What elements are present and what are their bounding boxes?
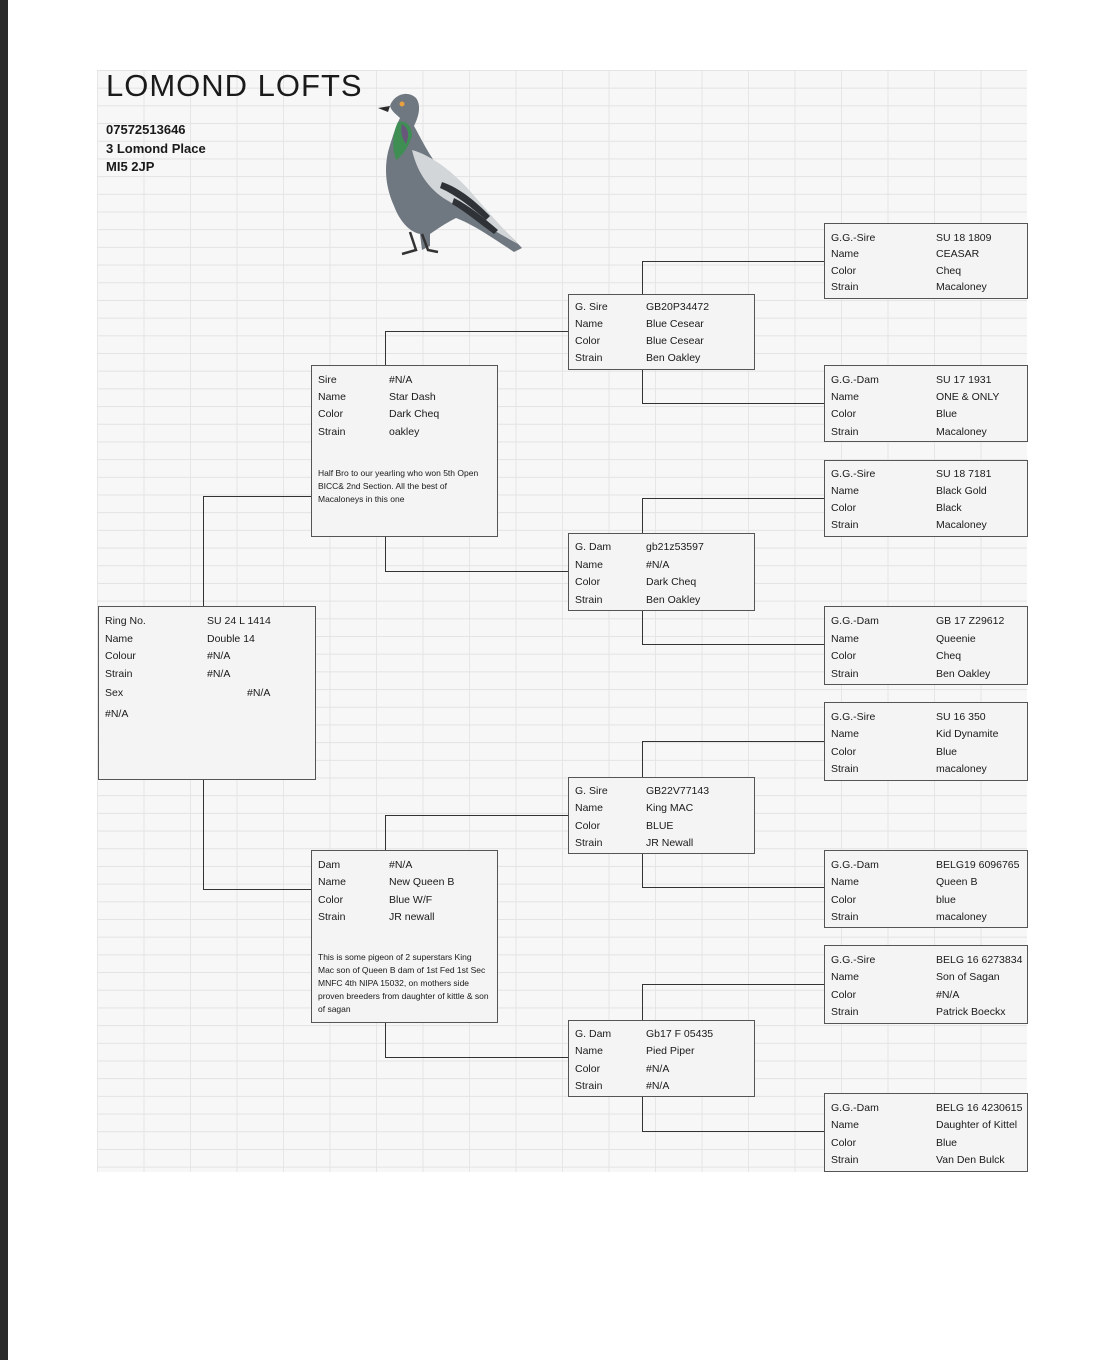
connector-line <box>642 1131 824 1132</box>
field-value: #N/A <box>936 989 960 1001</box>
field-label: G.G.-Dam <box>831 374 879 386</box>
field-label: Color <box>831 650 857 662</box>
connector-line <box>385 571 568 572</box>
field-label: Strain <box>831 426 859 438</box>
field-value: SU 16 350 <box>936 711 986 723</box>
field-label: Color <box>831 265 857 277</box>
field-label: Strain <box>318 426 346 438</box>
page-title: LOMOND LOFTS <box>106 68 363 103</box>
sire-id-row <box>312 372 497 389</box>
field-label: Color <box>831 408 857 420</box>
subject-colour-row <box>99 648 315 665</box>
card-row <box>825 406 1027 423</box>
field-value: #N/A <box>105 708 129 720</box>
field-value: Daughter of Kittel <box>936 1119 1018 1131</box>
field-value: oakley <box>389 426 420 438</box>
field-label: G. Sire <box>575 785 608 797</box>
connector-line <box>642 369 643 404</box>
card-row <box>825 246 1027 263</box>
field-label: Strain <box>105 668 133 680</box>
card-row <box>569 574 754 591</box>
field-value: Pied Piper <box>646 1045 695 1057</box>
subject-strain-row <box>99 666 315 683</box>
field-label: Sex <box>105 687 124 699</box>
field-label: Color <box>318 408 344 420</box>
connector-line <box>642 610 643 645</box>
field-label: Name <box>831 485 860 497</box>
field-value: #N/A <box>646 1063 670 1075</box>
field-value: #N/A <box>646 1080 670 1092</box>
field-label: Name <box>575 318 604 330</box>
field-label: G. Sire <box>575 301 608 313</box>
field-value: Star Dash <box>389 391 436 403</box>
great-grand-sire-card <box>824 945 1028 1024</box>
field-value: Blue Cesear <box>646 335 704 347</box>
connector-line <box>385 1023 386 1058</box>
field-value: #N/A <box>389 859 413 871</box>
card-row <box>825 424 1027 441</box>
card-row <box>825 466 1027 483</box>
card-row <box>825 726 1027 743</box>
connector-line <box>642 853 643 888</box>
card-row <box>825 1004 1027 1021</box>
field-label: Color <box>575 576 601 588</box>
field-value: JR newall <box>389 911 435 923</box>
connector-line <box>642 741 643 777</box>
field-value: Double 14 <box>207 633 255 645</box>
field-value: SU 18 7181 <box>936 468 992 480</box>
card-row <box>569 333 754 350</box>
card-row <box>825 761 1027 778</box>
field-label: Strain <box>831 1154 859 1166</box>
field-label: Strain <box>575 594 603 606</box>
connector-line <box>385 331 386 366</box>
field-value: Ben Oakley <box>646 594 701 606</box>
great-grand-dam-card <box>824 850 1028 928</box>
field-label: Name <box>575 559 604 571</box>
connector-line <box>642 261 643 295</box>
card-row <box>569 299 754 316</box>
field-value: macaloney <box>936 763 987 775</box>
connector-line <box>385 537 386 572</box>
card-row <box>569 1043 754 1060</box>
field-label: Color <box>831 989 857 1001</box>
field-value: #N/A <box>389 374 413 386</box>
field-label: Strain <box>831 668 859 680</box>
field-value: GB20P34472 <box>646 301 710 313</box>
card-row <box>825 1100 1027 1117</box>
connector-line <box>642 887 824 888</box>
grand-dam-card <box>568 1020 755 1097</box>
card-row <box>825 648 1027 665</box>
dam-name-row <box>312 874 497 891</box>
card-row <box>569 1078 754 1095</box>
field-value: Patrick Boeckx <box>936 1006 1006 1018</box>
field-label: Strain <box>831 1006 859 1018</box>
field-value: #N/A <box>247 687 271 699</box>
field-value: Blue <box>936 1137 958 1149</box>
grand-dam-card <box>568 533 755 611</box>
card-row <box>825 987 1027 1004</box>
field-value: Cheq <box>936 650 962 662</box>
field-value: Ben Oakley <box>646 352 701 364</box>
connector-line <box>642 498 824 499</box>
field-value: SU 17 1931 <box>936 374 992 386</box>
connector-line <box>642 498 643 533</box>
grand-sire-card <box>568 777 755 854</box>
field-label: Colour <box>105 650 136 662</box>
field-label: Color <box>575 335 601 347</box>
field-label: Strain <box>575 1080 603 1092</box>
card-row <box>825 517 1027 534</box>
card-row <box>825 500 1027 517</box>
field-label: G.G.-Dam <box>831 1102 879 1114</box>
card-row <box>825 1135 1027 1152</box>
field-value: gb21z53597 <box>646 541 704 553</box>
connector-line <box>385 1057 568 1058</box>
field-value: BLUE <box>646 820 674 832</box>
card-row <box>825 666 1027 683</box>
field-label: Name <box>831 876 860 888</box>
field-value: Dark Cheq <box>389 408 440 420</box>
great-grand-dam-card <box>824 1093 1028 1172</box>
field-value: Macaloney <box>936 426 987 438</box>
grand-sire-card <box>568 294 755 370</box>
pigeon-logo-icon <box>372 84 532 259</box>
field-label: Strain <box>831 281 859 293</box>
card-row <box>825 263 1027 280</box>
card-row <box>569 1061 754 1078</box>
connector-line <box>642 984 643 1020</box>
dam-notes: This is some pigeon of 2 superstars King Mac son of Queen B dam of 1st Fed 1st Sec MNFC 4th NIPA 15032, on mothers side proven breeders from daughter of kittle & son of sagan <box>318 952 489 1014</box>
field-label: Strain <box>575 837 603 849</box>
card-row <box>825 1117 1027 1134</box>
connector-line <box>385 815 386 851</box>
card-row <box>569 783 754 800</box>
field-value: New Queen B <box>389 876 455 888</box>
card-row <box>825 389 1027 406</box>
field-value: Gb17 F 05435 <box>646 1028 714 1040</box>
connector-line <box>385 815 568 816</box>
subject-pigeon-card <box>98 606 316 780</box>
field-value: Dark Cheq <box>646 576 697 588</box>
field-value: SU 24 L 1414 <box>207 615 271 627</box>
card-row <box>825 744 1027 761</box>
card-row <box>825 613 1027 630</box>
field-value: Blue W/F <box>389 894 433 906</box>
field-value: #N/A <box>207 650 231 662</box>
field-value: SU 18 1809 <box>936 232 992 244</box>
card-row <box>825 483 1027 500</box>
field-value: Ben Oakley <box>936 668 991 680</box>
connector-line <box>203 496 311 497</box>
field-value: Blue <box>936 408 958 420</box>
card-row <box>825 892 1027 909</box>
field-value: Son of Sagan <box>936 971 1000 983</box>
field-label: Name <box>831 1119 860 1131</box>
card-row <box>825 857 1027 874</box>
dam-strain-row <box>312 909 497 926</box>
connector-line <box>642 261 824 262</box>
field-label: G.G.-Sire <box>831 711 876 723</box>
field-value: #N/A <box>207 668 231 680</box>
connector-line <box>203 780 204 890</box>
field-label: G.G.-Sire <box>831 468 876 480</box>
subject-name-row <box>99 631 315 648</box>
sire-name-row <box>312 389 497 406</box>
card-row <box>825 372 1027 389</box>
field-value: Queen B <box>936 876 978 888</box>
phone-number: 07572513646 <box>106 122 186 137</box>
field-value: Cheq <box>936 265 962 277</box>
field-label: Ring No. <box>105 615 146 627</box>
subject-sex-row <box>99 685 315 702</box>
card-row <box>825 230 1027 247</box>
card-row <box>825 969 1027 986</box>
dam-id-row <box>312 857 497 874</box>
field-value: #N/A <box>646 559 670 571</box>
connector-line <box>642 741 824 742</box>
card-row <box>825 1152 1027 1169</box>
field-value: Blue <box>936 746 958 758</box>
field-label: Color <box>831 894 857 906</box>
field-value: GB22V77143 <box>646 785 710 797</box>
field-label: Color <box>831 746 857 758</box>
field-value: BELG 16 4230615 <box>936 1102 1023 1114</box>
field-label: Name <box>831 248 860 260</box>
field-label: G. Dam <box>575 1028 612 1040</box>
field-value: ONE & ONLY <box>936 391 1000 403</box>
field-label: Strain <box>831 763 859 775</box>
field-value: BELG19 6096765 <box>936 859 1020 871</box>
field-value: Black <box>936 502 962 514</box>
card-row <box>825 631 1027 648</box>
card-row <box>569 350 754 367</box>
field-label: Color <box>831 502 857 514</box>
card-row <box>825 709 1027 726</box>
card-row <box>825 874 1027 891</box>
field-value: Blue Cesear <box>646 318 704 330</box>
field-value: blue <box>936 894 956 906</box>
field-value: JR Newall <box>646 837 694 849</box>
sire-strain-row <box>312 424 497 441</box>
sire-card <box>311 365 498 537</box>
field-label: G.G.-Dam <box>831 615 879 627</box>
card-row <box>569 316 754 333</box>
field-label: Name <box>831 728 860 740</box>
window-edge <box>0 0 8 1360</box>
field-label: Name <box>318 391 347 403</box>
field-label: Color <box>831 1137 857 1149</box>
sire-color-row <box>312 406 497 423</box>
field-label: Sire <box>318 374 337 386</box>
field-label: G.G.-Dam <box>831 859 879 871</box>
great-grand-sire-card <box>824 702 1028 781</box>
field-label: G.G.-Sire <box>831 954 876 966</box>
field-value: CEASAR <box>936 248 980 260</box>
field-label: Strain <box>575 352 603 364</box>
field-label: Name <box>575 802 604 814</box>
field-label: Name <box>831 971 860 983</box>
sire-notes: Half Bro to our yearling who won 5th Open BICC& 2nd Section. All the best of Macaloneys in this one <box>318 468 479 504</box>
field-label: Strain <box>831 911 859 923</box>
connector-line <box>642 1097 643 1132</box>
card-row <box>569 818 754 835</box>
field-label: G.G.-Sire <box>831 232 876 244</box>
field-value: Macaloney <box>936 519 987 531</box>
field-label: Color <box>575 820 601 832</box>
card-row <box>569 1026 754 1043</box>
field-value: macaloney <box>936 911 987 923</box>
address-line-2: MI5 2JP <box>106 159 155 174</box>
field-label: Name <box>831 391 860 403</box>
card-row <box>825 952 1027 969</box>
connector-line <box>385 331 568 332</box>
card-row <box>569 539 754 556</box>
address-line-1: 3 Lomond Place <box>106 141 206 156</box>
field-value: Black Gold <box>936 485 987 497</box>
field-label: Name <box>105 633 134 645</box>
field-value: GB 17 Z29612 <box>936 615 1005 627</box>
card-row <box>569 835 754 852</box>
dam-card <box>311 850 498 1023</box>
great-grand-dam-card <box>824 365 1028 442</box>
card-row <box>569 557 754 574</box>
field-label: Name <box>831 633 860 645</box>
card-row <box>825 279 1027 296</box>
field-label: Color <box>575 1063 601 1075</box>
great-grand-dam-card <box>824 606 1028 685</box>
field-label: Strain <box>831 519 859 531</box>
connector-line <box>203 496 204 608</box>
field-value: King MAC <box>646 802 694 814</box>
card-row <box>569 800 754 817</box>
connector-line <box>642 644 824 645</box>
connector-line <box>642 403 824 404</box>
field-label: Color <box>318 894 344 906</box>
field-label: Name <box>318 876 347 888</box>
field-value: Van Den Bulck <box>936 1154 1005 1166</box>
great-grand-sire-card <box>824 223 1028 299</box>
card-row <box>569 592 754 609</box>
field-label: Name <box>575 1045 604 1057</box>
field-value: Kid Dynamite <box>936 728 999 740</box>
connector-line <box>203 889 311 890</box>
field-value: BELG 16 6273834 <box>936 954 1023 966</box>
field-value: Macaloney <box>936 281 987 293</box>
field-label: G. Dam <box>575 541 612 553</box>
connector-line <box>642 984 824 985</box>
great-grand-sire-card <box>824 460 1028 537</box>
field-label: Strain <box>318 911 346 923</box>
field-label: Dam <box>318 859 341 871</box>
subject-extra-row <box>99 706 315 723</box>
dam-color-row <box>312 892 497 909</box>
field-value: Queenie <box>936 633 976 645</box>
subject-ring-row <box>99 613 315 630</box>
card-row <box>825 909 1027 926</box>
